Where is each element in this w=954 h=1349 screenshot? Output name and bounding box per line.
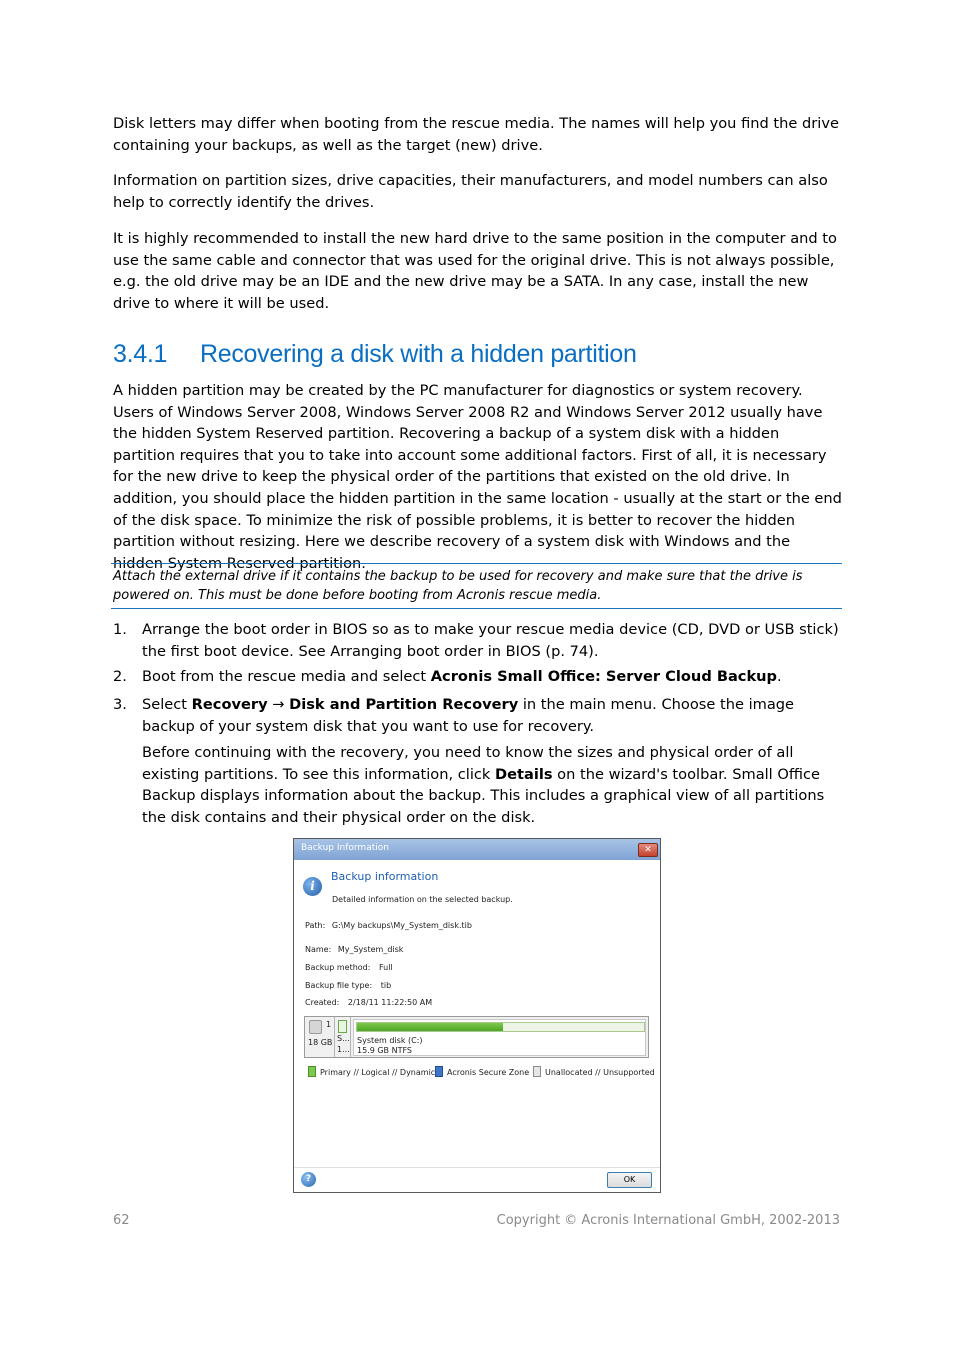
disk-number: 1 — [326, 1020, 332, 1029]
partition-size: 15.9 GB NTFS — [357, 1046, 412, 1055]
created-value: 2/18/11 11:22:50 AM — [347, 998, 433, 1007]
backup-information-dialog — [293, 838, 661, 1193]
section-number: 3.4.1 — [113, 340, 168, 368]
method-label: Backup method: — [305, 963, 371, 972]
section-title: Recovering a disk with a hidden partition — [200, 340, 637, 368]
details-label: Details — [495, 765, 553, 783]
partition-name: System disk (C:) — [357, 1036, 423, 1045]
partition-usage-fill — [357, 1023, 503, 1031]
menu-recovery: Recovery — [191, 696, 268, 713]
created-label: Created: — [305, 998, 340, 1007]
filetype-label: Backup file type: — [305, 981, 373, 990]
note-box — [111, 563, 842, 609]
list-text: Boot from the rescue media and select Acronis Small Office: Server Cloud Backup. — [142, 668, 782, 685]
note-text: Attach the external drive if it contains the backup to be used for recovery and make sure that the drive is powered on. This must be done before booting from Acronis rescue media. — [113, 569, 803, 603]
legend-primary: Primary // Logical // Dynamic — [308, 1066, 435, 1077]
dialog-divider — [294, 1167, 660, 1168]
list-text: Before continuing with the recovery, you need to know the sizes and physical order of all existing partitions. To see this information, click Details on the wizard's toolbar. Small Office Backup displays information about the backup. This includes a graphical view of all partitions the disk contains and their physical order on the disk. — [142, 744, 825, 826]
menu-disk-partition-recovery: Disk and Partition Recovery — [289, 696, 519, 713]
page-number: 62 — [113, 1213, 130, 1228]
list-number: 1. — [113, 621, 127, 638]
secure-zone-swatch-icon — [435, 1066, 443, 1077]
paragraph-install-recommendation: It is highly recommended to install the new hard drive to the same position in the computer and to use the same cable and connector that was used for the original drive. This is not always possible, e.g. the old drive may be an IDE and the new drive may be a SATA. In any case, install the new drive to where it will be used. — [113, 230, 837, 312]
path-row — [305, 921, 472, 930]
legend-unallocated: Unallocated // Unsupported — [533, 1066, 655, 1077]
product-name: Acronis Small Office: Server Cloud Backup — [430, 668, 778, 685]
close-button[interactable]: ✕ — [638, 843, 658, 857]
name-value: My_System_disk — [337, 945, 404, 954]
disk-map — [304, 1016, 649, 1058]
primary-swatch-icon — [308, 1066, 316, 1077]
partition-icon — [338, 1020, 347, 1033]
arrow-icon: → — [267, 696, 290, 713]
list-text: Arrange the boot order in BIOS so as to make your rescue media device (CD, DVD or USB stick) the first boot device. See Arranging boot order in BIOS (p. 74). — [142, 621, 839, 660]
reserved-partition-size: 1... — [337, 1045, 350, 1054]
list-text: Select Recovery → Disk and Partition Recovery in the main menu. Choose the image backup of your system disk that you want to use for recovery. — [142, 696, 795, 735]
path-label: Path: — [305, 921, 326, 930]
filetype-row — [305, 981, 391, 990]
list-number: 3. — [113, 696, 127, 713]
unallocated-swatch-icon — [533, 1066, 541, 1077]
name-row — [305, 945, 403, 954]
paragraph-partition-info: Information on partition sizes, drive capacities, their manufacturers, and model numbers can also help to correctly identify the drives. — [113, 172, 828, 211]
disk-size: 18 GB — [308, 1038, 333, 1047]
paragraph-hidden-partition: A hidden partition may be created by the PC manufacturer for diagnostics or system recovery. Users of Windows Server 2008, Windows Server 2008 R2 and Windows Server 2012 usually have the hidden System Reserved partition. Recovering a backup of a system disk with a hidden partition requires that you to take into account some additional factors. First of all, it is necessary for the new drive to keep the physical order of the partitions that existed on the old drive. In addition, you should place the hidden partition in the same location - usually at the start or the end of the disk space. To minimize the risk of possible problems, it is better to recover the hidden partition without resizing. Here we describe recovery of a system disk with Windows and the hidden System Reserved partition. — [113, 382, 842, 572]
reserved-partition-label: S... — [337, 1034, 350, 1043]
list-number: 2. — [113, 668, 127, 685]
partition-separator — [350, 1017, 351, 1057]
dialog-titlebar — [294, 839, 660, 860]
dialog-subheading: Detailed information on the selected backup. — [332, 895, 513, 904]
paragraph-drive-letters: Disk letters may differ when booting from the rescue media. The names will help you find the drive containing your backups, as well as the target (new) drive. — [113, 115, 839, 154]
copyright: Copyright © Acronis International GmbH, 2002-2013 — [496, 1213, 840, 1228]
legend-secure-zone: Acronis Secure Zone — [435, 1066, 529, 1077]
system-partition[interactable] — [353, 1019, 646, 1056]
dialog-heading: Backup information — [331, 870, 439, 883]
created-row — [305, 998, 432, 1007]
disk-separator — [334, 1017, 335, 1057]
hard-disk-icon — [309, 1020, 322, 1034]
method-value: Full — [379, 963, 393, 972]
name-label: Name: — [305, 945, 332, 954]
section-heading — [113, 340, 637, 369]
ok-button[interactable]: OK — [607, 1172, 652, 1188]
help-icon[interactable]: ? — [301, 1172, 316, 1187]
method-row — [305, 963, 393, 972]
path-value: G:\My backups\My_System_disk.tib — [331, 921, 472, 930]
filetype-value: tib — [380, 981, 392, 990]
partition-usage-bar — [356, 1022, 645, 1032]
dialog-title: Backup Information — [301, 843, 389, 853]
info-icon: i — [303, 877, 322, 896]
